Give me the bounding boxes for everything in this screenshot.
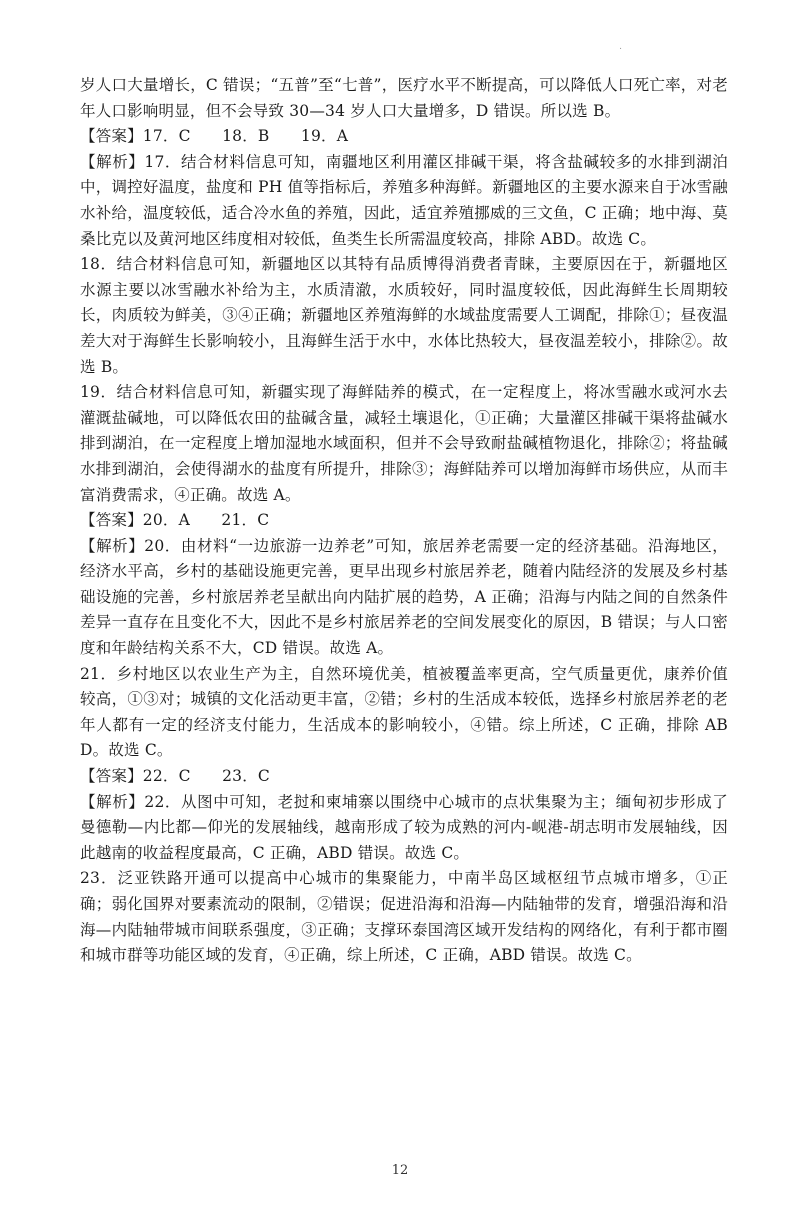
answer-20-21: 【答案】20．A 21．C [80,511,270,530]
answer-22-23: 【答案】22．C 23．C [80,767,270,786]
analysis-18: 18．结合材料信息可知，新疆地区以其特有品质博得消费者青睐，主要原因在于，新疆地区水源主要以冰雪融水补给为主，水质清澈，水质较好，同时温度较低，因此海鲜生长周期较长，肉质较为鲜美，③④正确；新疆地区养殖海鲜的水域盐度需要人工调配，排除①；昼夜温差大对于海鲜生长影响较小，且海鲜生活于水中，水体比热较大，昼夜温差较小，排除②。故选 B。 [80,255,728,376]
analysis-20: 【解析】20．由材料“一边旅游一边养老”可知，旅居养老需要一定的经济基础。沿海地区，经济水平高，乡村的基础设施更完善，更早出现乡村旅居养老，随着内陆经济的发展及乡村基础设施的完善，乡村旅居养老呈献出向内陆扩展的趋势，A 正确；沿海与内陆之间的自然条件差异一直存在且变化不大，因此不是乡村旅居养老的空间发展变化的原因，B 错误；与人口密度和年龄结构关系不大，CD 错误。故选 A。 [80,536,728,658]
corner-mark: . [619,42,622,52]
analysis-23: 23．泛亚铁路开通可以提高中心城市的集聚能力，中南半岛区域枢纽节点城市增多，①正确；弱化国界对要素流动的限制，②错误；促进沿海和沿海—内陆轴带的发育，增强沿海和沿海—内陆轴带城市间联系强度，③正确；支撑环泰国湾区域开发结构的网络化，有利于都市圈和城市群等功能区域的发育，④正确，综上所述，C 正确，ABD 错误。故选 C。 [80,869,728,965]
analysis-22: 【解析】22．从图中可知，老挝和柬埔寨以围绕中心城市的点状集聚为主；缅甸初步形成了曼德勒—内比都—仰光的发展轴线，越南形成了较为成熟的河内-岘港-胡志明市发展轴线，因此越南的收益程度最高，C 正确，ABD 错误。故选 C。 [80,792,728,862]
answer-17-19: 【答案】17．C 18．B 19．A [80,127,349,146]
paragraph-continuation: 岁人口大量增长，C 错误；“五普”至“七普”，医疗水平不断提高，可以降低人口死亡率，对老年人口影响明显，但不会导致 30—34 岁人口大量增多，D 错误。所以选 B。 [80,76,728,120]
document-body [80,73,728,969]
page-number: 12 [391,1163,409,1178]
analysis-21: 21．乡村地区以农业生产为主，自然环境优美，植被覆盖率更高，空气质量更优，康养价值较高，①③对；城镇的文化活动更丰富，②错；乡村的生活成本较低，选择乡村旅居养老的老年人都有一定的经济支付能力，生活成本的影响较小，④错。综上所述，C 正确，排除 ABD。故选 C。 [80,664,728,760]
analysis-17: 【解析】17．结合材料信息可知，南疆地区利用灌区排碱干渠，将含盐碱较多的水排到湖泊中，调控好温度，盐度和 PH 值等指标后，养殖多种海鲜。新疆地区的主要水源来自于冰雪融水补给，温度较低，适合冷水鱼的养殖，因此，适宜养殖挪威的三文鱼，C 正确；地中海、莫桑比克以及黄河地区纬度相对较低，鱼类生长所需温度较高，排除 ABD。故选 C。 [80,152,728,248]
analysis-19: 19．结合材料信息可知，新疆实现了海鲜陆养的模式，在一定程度上，将冰雪融水或河水去灌溉盐碱地，可以降低农田的盐碱含量，减轻土壤退化，①正确；大量灌区排碱干渠将盐碱水排到湖泊，在一定程度上增加湿地水域面积，但并不会导致耐盐碱植物退化，排除②；将盐碱水排到湖泊，会使得湖水的盐度有所提升，排除③；海鲜陆养可以增加海鲜市场供应，从而丰富消费需求，④正确。故选 A。 [80,383,728,504]
